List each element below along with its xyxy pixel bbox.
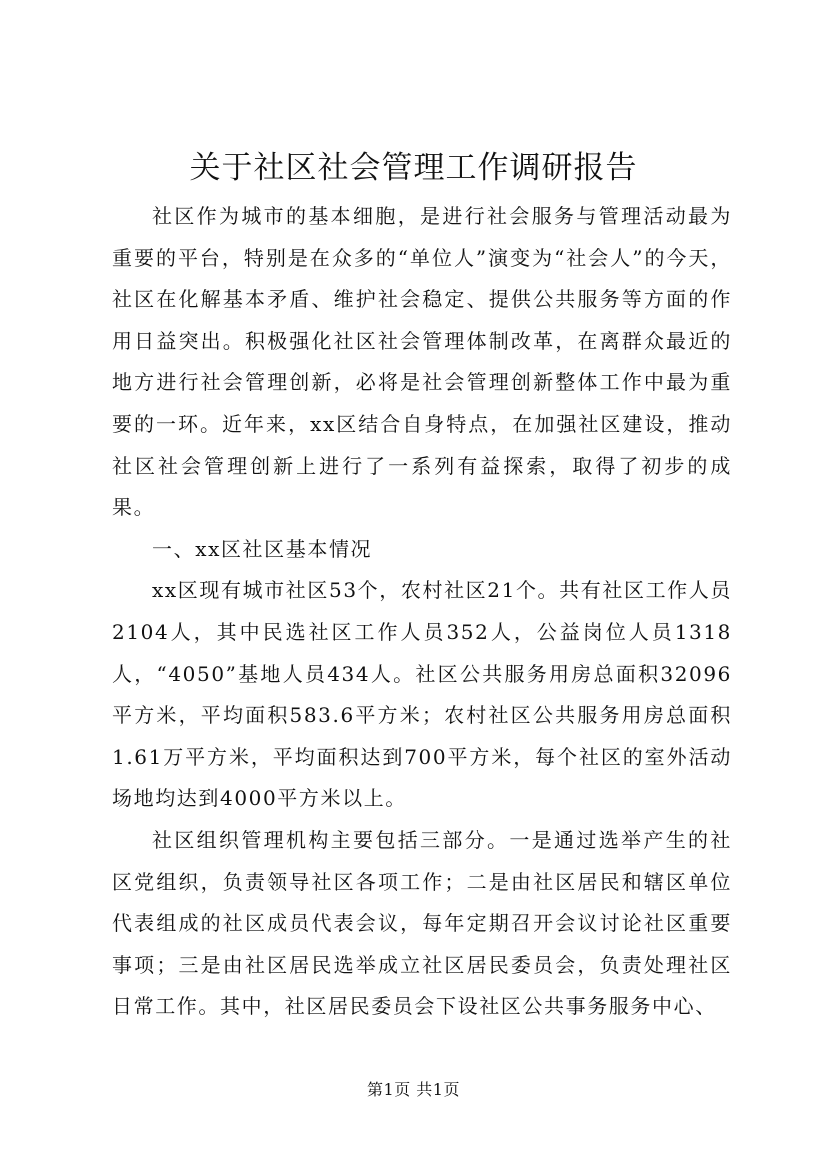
paragraph-intro: 社区作为城市的基本细胞，是进行社会服务与管理活动最为重要的平台，特别是在众多的“单位人”演变为“社会人”的今天，社区在化解基本矛盾、维护社会稳定、提供公共服务等方面的作用日益突出。积极强化社区社会管理体制改革，在离群众最近的地方进行社会管理创新，必将是社会管理创新整体工作中最为重要的一环。近年来，xx区结合自身特点，在加强社区建设，推动社区社会管理创新上进行了一系列有益探索，取得了初步的成果。: [112, 204, 732, 520]
document-title: 关于社区社会管理工作调研报告: [189, 150, 638, 186]
paragraph-basic-situation: xx区现有城市社区53个，农村社区21个。共有社区工作人员2104人，其中民选社区工作人员352人，公益岗位人员1318人，“4050”基地人员434人。社区公共服务用房总面积32096平方米，平均面积583.6平方米；农村社区公共服务用房总面积1.61万平方米，平均面积达到700平方米，每个社区的室外活动场地均达到4000平方米以上。: [112, 578, 732, 811]
section-heading-1: 一、xx区社区基本情况: [152, 536, 373, 561]
document-body: [112, 196, 732, 1028]
page-footer: 第1页 共1页: [367, 1080, 460, 1099]
paragraph-organization: 社区组织管理机构主要包括三部分。一是通过选举产生的社区党组织，负责领导社区各项工作；二是由社区居民和辖区单位代表组成的社区成员代表会议，每年定期召开会议讨论社区重要事项；三是由社区居民选举成立社区居民委员会，负责处理社区日常工作。其中，社区居民委员会下设社区公共事务服务中心、: [112, 827, 732, 1019]
